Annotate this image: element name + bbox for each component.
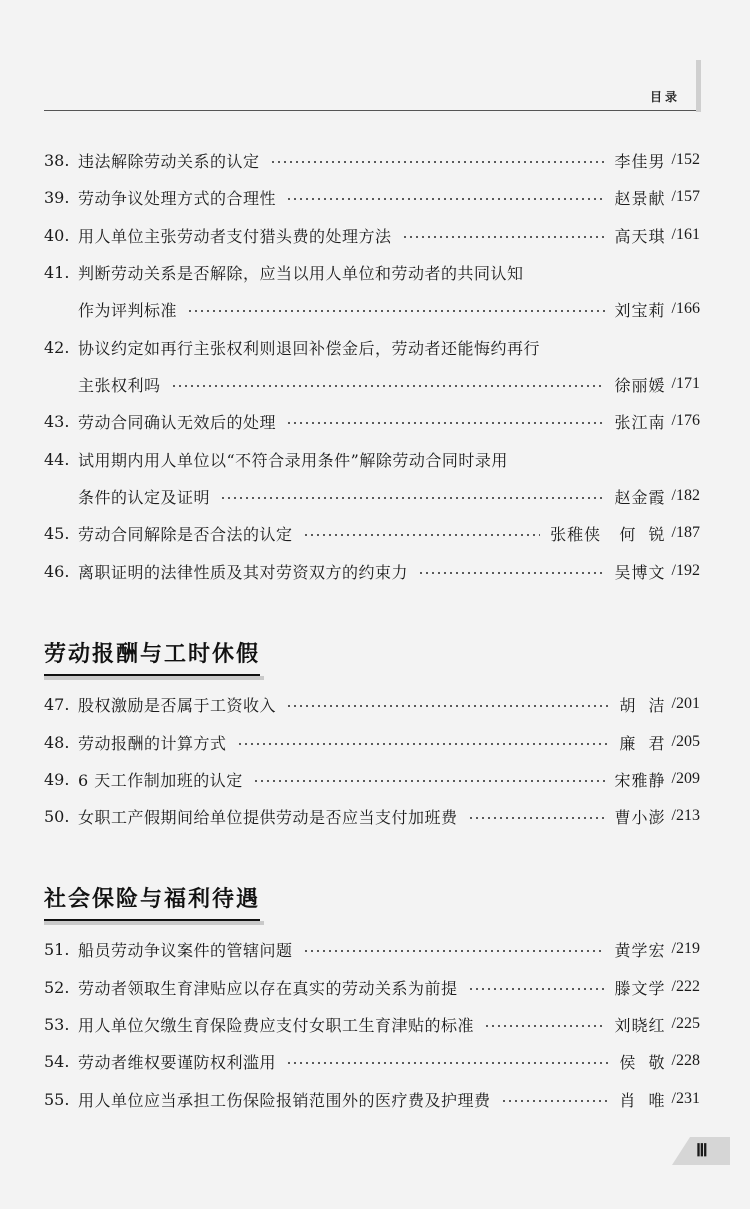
entry-page: /176 xyxy=(671,412,700,429)
entry-author: 刘晓红 xyxy=(614,1015,666,1035)
toc-entry-42-cont[interactable] xyxy=(78,369,700,399)
toc-entry-38[interactable] xyxy=(44,145,700,175)
entry-title: 劳动合同解除是否合法的认定 xyxy=(78,524,293,544)
entry-page: /182 xyxy=(671,487,700,504)
toc-entry-44-cont[interactable] xyxy=(78,481,700,511)
leader-dots xyxy=(286,1062,609,1064)
entry-number: 42. xyxy=(44,337,70,357)
toc-entry-47[interactable] xyxy=(44,689,700,719)
entry-author: 宋雅静 xyxy=(614,770,666,790)
entry-number: 44. xyxy=(44,449,70,469)
entry-author: 肖 唯 xyxy=(619,1090,666,1110)
entry-page: /187 xyxy=(671,524,700,541)
toc-entry-55[interactable] xyxy=(44,1084,700,1114)
entry-author: 徐丽媛 xyxy=(614,375,666,395)
entry-number: 40. xyxy=(44,225,70,245)
entry-title: 用人单位欠缴生育保险费应支付女职工生育津贴的标准 xyxy=(78,1015,475,1035)
header-rule xyxy=(44,110,696,111)
entry-title: 劳动合同确认无效后的处理 xyxy=(78,412,277,432)
entry-author: 廉 君 xyxy=(619,733,666,753)
entry-title: 劳动者领取生育津贴应以存在真实的劳动关系为前提 xyxy=(78,978,458,998)
entry-title-line1: 判断劳动关系是否解除，应当以用人单位和劳动者的共同认知 xyxy=(78,263,524,283)
entry-title-line2: 条件的认定及证明 xyxy=(78,487,211,507)
entry-page: /152 xyxy=(671,151,700,168)
toc-entry-45[interactable] xyxy=(44,518,700,548)
section-heading-social-insurance xyxy=(44,882,260,921)
leader-dots xyxy=(468,817,605,819)
leader-dots xyxy=(303,950,605,952)
entry-page: /213 xyxy=(671,807,700,824)
entry-title: 违法解除劳动关系的认定 xyxy=(78,151,260,171)
entry-page: /209 xyxy=(671,770,700,787)
toc-entry-39[interactable] xyxy=(44,182,700,212)
entry-page: /228 xyxy=(671,1052,700,1069)
entry-page: /171 xyxy=(671,375,700,392)
leader-dots xyxy=(270,161,605,163)
entry-title: 船员劳动争议案件的管辖问题 xyxy=(78,940,293,960)
section-title: 劳动报酬与工时休假 xyxy=(44,642,261,667)
entry-number: 54. xyxy=(44,1051,70,1071)
toc-entry-53[interactable] xyxy=(44,1009,700,1039)
entry-number: 52. xyxy=(44,977,70,997)
entry-author: 黄学宏 xyxy=(614,940,666,960)
entry-page: /225 xyxy=(671,1015,700,1032)
entry-author: 赵景献 xyxy=(614,188,666,208)
leader-dots xyxy=(286,422,605,424)
section-underline xyxy=(44,676,264,680)
entry-title: 劳动报酬的计算方式 xyxy=(78,733,227,753)
entry-author: 刘宝莉 xyxy=(614,300,666,320)
entry-title: 用人单位应当承担工伤保险报销范围外的医疗费及护理费 xyxy=(78,1090,491,1110)
entry-number: 51. xyxy=(44,939,70,959)
entry-number: 55. xyxy=(44,1089,70,1109)
section-title: 社会保险与福利待遇 xyxy=(44,887,261,912)
entry-page: /205 xyxy=(671,733,700,750)
toc-entry-54[interactable] xyxy=(44,1046,700,1076)
entry-number: 46. xyxy=(44,561,70,581)
entry-author: 李佳男 xyxy=(614,151,666,171)
entry-title: 离职证明的法律性质及其对劳资双方的约束力 xyxy=(78,562,409,582)
entry-page: /166 xyxy=(671,300,700,317)
entry-author: 曹小澎 xyxy=(614,807,666,827)
toc-entry-46[interactable] xyxy=(44,556,700,586)
entry-title-line1: 协议约定如再行主张权利则退回补偿金后，劳动者还能悔约再行 xyxy=(78,338,541,358)
entry-page: /201 xyxy=(671,695,700,712)
toc-entry-41[interactable] xyxy=(44,257,700,287)
entry-number: 39. xyxy=(44,187,70,207)
entry-title: 用人单位主张劳动者支付猎头费的处理方法 xyxy=(78,226,392,246)
entry-author: 滕文学 xyxy=(614,978,666,998)
entry-number: 53. xyxy=(44,1014,70,1034)
entry-author: 张江南 xyxy=(614,412,666,432)
toc-entry-52[interactable] xyxy=(44,972,700,1002)
toc-entry-49[interactable] xyxy=(44,764,700,794)
leader-dots xyxy=(286,198,605,200)
toc-entry-48[interactable] xyxy=(44,727,700,757)
entry-author: 高天琪 xyxy=(614,226,666,246)
leader-dots xyxy=(237,743,610,745)
entry-author: 胡 洁 xyxy=(619,695,666,715)
entry-title: 6 天工作制加班的认定 xyxy=(78,770,243,790)
leader-dots xyxy=(286,705,609,707)
entry-author: 张稚侠 何 锐 xyxy=(550,524,666,544)
entry-author: 赵金霞 xyxy=(614,487,666,507)
entry-number: 38. xyxy=(44,150,70,170)
leader-dots xyxy=(187,310,605,312)
entry-number: 45. xyxy=(44,523,70,543)
entry-title-line2: 主张权利吗 xyxy=(78,375,161,395)
entry-title: 劳动者维权要谨防权利滥用 xyxy=(78,1052,277,1072)
entry-title-line1: 试用期内用人单位以“不符合录用条件”解除劳动合同时录用 xyxy=(78,450,508,470)
entry-page: /157 xyxy=(671,188,700,205)
toc-entry-42[interactable] xyxy=(44,332,700,362)
entry-page: /219 xyxy=(671,940,700,957)
toc-entry-44[interactable] xyxy=(44,444,700,474)
entry-page: /161 xyxy=(671,226,700,243)
entry-title: 劳动争议处理方式的合理性 xyxy=(78,188,277,208)
toc-entry-40[interactable] xyxy=(44,220,700,250)
entry-page: /231 xyxy=(671,1090,700,1107)
leader-dots xyxy=(468,988,605,990)
header-label: 目录 xyxy=(650,90,681,104)
entry-number: 47. xyxy=(44,694,70,714)
toc-entry-41-cont[interactable] xyxy=(78,294,700,324)
leader-dots xyxy=(303,534,541,536)
entry-page: /192 xyxy=(671,562,700,579)
entry-title-line2: 作为评判标准 xyxy=(78,300,178,320)
page-number: Ⅲ xyxy=(696,1141,707,1160)
leader-dots xyxy=(171,385,605,387)
entry-title: 股权激励是否属于工资收入 xyxy=(78,695,277,715)
leader-dots xyxy=(501,1100,610,1102)
entry-author: 吴博文 xyxy=(614,562,666,582)
entry-number: 48. xyxy=(44,732,70,752)
entry-number: 43. xyxy=(44,411,70,431)
entry-number: 41. xyxy=(44,262,70,282)
toc-entry-51[interactable] xyxy=(44,934,700,964)
leader-dots xyxy=(484,1025,605,1027)
entry-number: 50. xyxy=(44,806,70,826)
entry-page: /222 xyxy=(671,978,700,995)
toc-entry-43[interactable] xyxy=(44,406,700,436)
entry-number: 49. xyxy=(44,769,70,789)
entry-title: 女职工产假期间给单位提供劳动是否应当支付加班费 xyxy=(78,807,458,827)
leader-dots xyxy=(220,497,605,499)
leader-dots xyxy=(402,236,605,238)
section-heading-labor-pay xyxy=(44,637,260,676)
entry-author: 侯 敬 xyxy=(619,1052,666,1072)
toc-entry-50[interactable] xyxy=(44,801,700,831)
leader-dots xyxy=(418,572,605,574)
leader-dots xyxy=(253,780,605,782)
section-underline xyxy=(44,921,264,925)
